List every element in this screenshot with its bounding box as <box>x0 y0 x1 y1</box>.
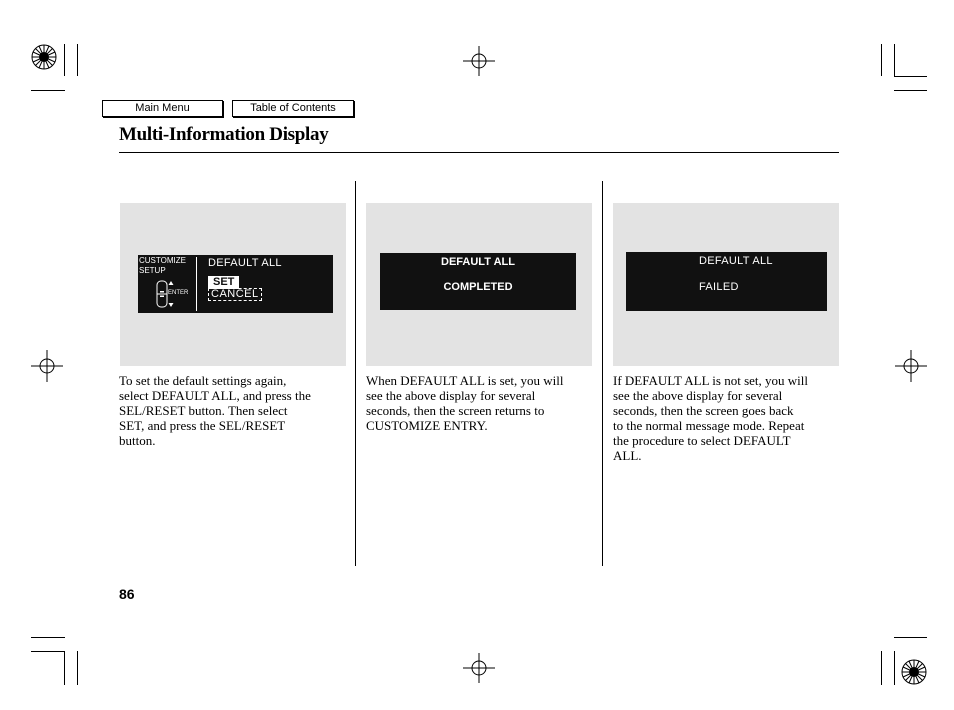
crop-mark <box>77 651 78 685</box>
column-divider <box>602 181 603 566</box>
crop-mark <box>894 44 895 76</box>
column-divider <box>355 181 356 566</box>
crop-mark <box>31 90 65 91</box>
crop-mark <box>894 76 927 77</box>
registration-sun-icon <box>31 44 57 75</box>
crop-mark <box>894 637 927 638</box>
registration-crosshair-icon <box>463 653 495 688</box>
lcd-status: FAILED <box>699 281 739 293</box>
lcd-heading: DEFAULT ALL <box>699 255 773 267</box>
lcd-screen <box>380 253 576 310</box>
crop-mark <box>31 637 65 638</box>
crop-mark <box>881 651 882 685</box>
lcd-left-label: CUSTOMIZE <box>139 256 186 265</box>
crop-mark <box>894 651 895 685</box>
main-menu-button[interactable]: Main Menu <box>102 100 223 117</box>
registration-sun-icon <box>901 659 927 690</box>
crop-mark <box>64 44 65 76</box>
selector-knob-icon <box>156 279 190 314</box>
page-number: 86 <box>119 586 135 602</box>
crop-mark <box>64 651 65 685</box>
title-divider <box>119 152 839 153</box>
table-of-contents-button[interactable]: Table of Contents <box>232 100 354 117</box>
lcd-screen <box>138 255 333 313</box>
column-text: When DEFAULT ALL is set, you will see the above display for several seconds, then the screen returns to CUSTOMIZE ENTRY. <box>366 373 564 433</box>
lcd-separator <box>196 257 197 311</box>
lcd-option-cancel: CANCEL <box>208 288 262 301</box>
lcd-status: COMPLETED <box>443 281 513 293</box>
registration-crosshair-icon <box>895 350 927 387</box>
lcd-heading: DEFAULT ALL <box>208 257 282 269</box>
lcd-heading: DEFAULT ALL <box>441 256 515 268</box>
registration-crosshair-icon <box>31 350 63 387</box>
column-text: If DEFAULT ALL is not set, you will see the above display for several seconds, then the screen goes back to the normal message mode. Repeat the procedure to select DEFAULT ALL. <box>613 373 808 463</box>
enter-label: ENTER <box>168 290 189 296</box>
display-illustration-panel <box>613 203 839 366</box>
crop-mark <box>31 651 65 652</box>
page-title: Multi-Information Display <box>119 124 329 145</box>
registration-crosshair-icon <box>463 46 495 81</box>
display-illustration-panel <box>120 203 346 366</box>
lcd-left-label: SETUP <box>139 266 166 275</box>
lcd-screen <box>626 252 827 311</box>
crop-mark <box>894 90 927 91</box>
column-text: To set the default settings again, select DEFAULT ALL, and press the SEL/RESET button. Then select SET, and press the SEL/RESET button. <box>119 373 311 448</box>
crop-mark <box>881 44 882 76</box>
lcd-option-set: SET <box>208 276 239 289</box>
crop-mark <box>77 44 78 76</box>
display-illustration-panel <box>366 203 592 366</box>
